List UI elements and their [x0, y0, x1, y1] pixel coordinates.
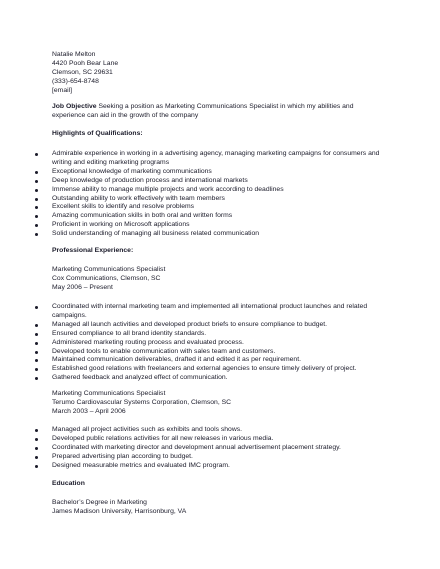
experience-heading: Professional Experience: [52, 247, 134, 254]
list-item: Managed all launch activities and developed product briefs to ensure compliance to budget. [52, 321, 387, 330]
list-item: Proficient in working on Microsoft applications [52, 221, 387, 230]
objective-label: Job Objective [52, 103, 97, 110]
school: James Madison University, Harrisonburg, VA [52, 507, 187, 515]
list-item: Designed measurable metrics and evaluated IMC program. [52, 462, 387, 471]
job-duties-list [52, 426, 387, 471]
objective-text: Seeking a position as Marketing Communications Specialist in which my abilities and experience can aid in the growth of the company [52, 103, 354, 119]
list-item: Ensured compliance to all brand identity standards. [52, 330, 387, 339]
job-title: Marketing Communications Specialist [52, 390, 166, 397]
applicant-name: Natalie Melton [52, 51, 96, 58]
job-dates: March 2003 – April 2006 [52, 407, 126, 415]
job-dates: May 2006 – Present [52, 283, 113, 291]
list-item: Amazing communication skills in both oral and written forms [52, 212, 387, 221]
education-block [52, 499, 382, 517]
highlights-list [52, 150, 387, 239]
list-item: Coordinated with marketing director and development annual advertisement placement strategy. [52, 444, 387, 453]
list-item: Excellent skills to identify and resolve problems [52, 203, 387, 212]
list-item: Exceptional knowledge of marketing communications [52, 168, 387, 177]
city-state-zip: Clemson, SC 29631 [52, 68, 113, 76]
list-item: Maintained communication deliverables, drafted it and edited it as per requirement. [52, 356, 387, 365]
job-header [52, 266, 382, 293]
list-item: Immense ability to manage multiple projects and work according to deadlines [52, 186, 387, 195]
job-company: Terumo Cardiovascular Systems Corporation, Clemson, SC [52, 398, 232, 406]
contact-block [52, 51, 382, 96]
list-item: Solid understanding of managing all business related communication [52, 230, 387, 239]
list-item: Developed public relations activities for all new releases in various media. [52, 435, 387, 444]
list-item: Managed all project activities such as exhibits and tools shows. [52, 426, 387, 435]
list-item: Established good relations with freelancers and external agencies to ensure timely delivery of project. [52, 365, 387, 374]
list-item: Prepared advertising plan according to budget. [52, 453, 387, 462]
email-address: [email] [52, 86, 73, 94]
street-address: 4420 Pooh Bear Lane [52, 59, 119, 67]
list-item: Developed tools to enable communication with sales team and customers. [52, 348, 387, 357]
list-item: Deep knowledge of production process and international markets [52, 177, 387, 186]
list-item: Admirable experience in working in a advertising agency, managing marketing campaigns for consumers and writing and editing marketing programs [52, 150, 387, 168]
job-header [52, 390, 382, 417]
job-objective [52, 103, 382, 121]
highlights-heading: Highlights of Qualifications: [52, 130, 143, 137]
list-item: Coordinated with internal marketing team and implemented all international product launches and related campaigns. [52, 303, 387, 321]
list-item: Outstanding ability to work effectively with team members [52, 195, 387, 204]
list-item: Administered marketing routing process and evaluated process. [52, 339, 387, 348]
list-item: Gathered feedback and analyzed effect of communication. [52, 374, 387, 383]
education-heading: Education [52, 480, 85, 487]
degree: Bachelor’s Degree in Marketing [52, 499, 147, 506]
job-company: Cox Communications, Clemson, SC [52, 274, 161, 282]
phone-number: (333)-654-8748 [52, 77, 99, 85]
job-duties-list [52, 303, 387, 383]
job-title: Marketing Communications Specialist [52, 266, 166, 273]
